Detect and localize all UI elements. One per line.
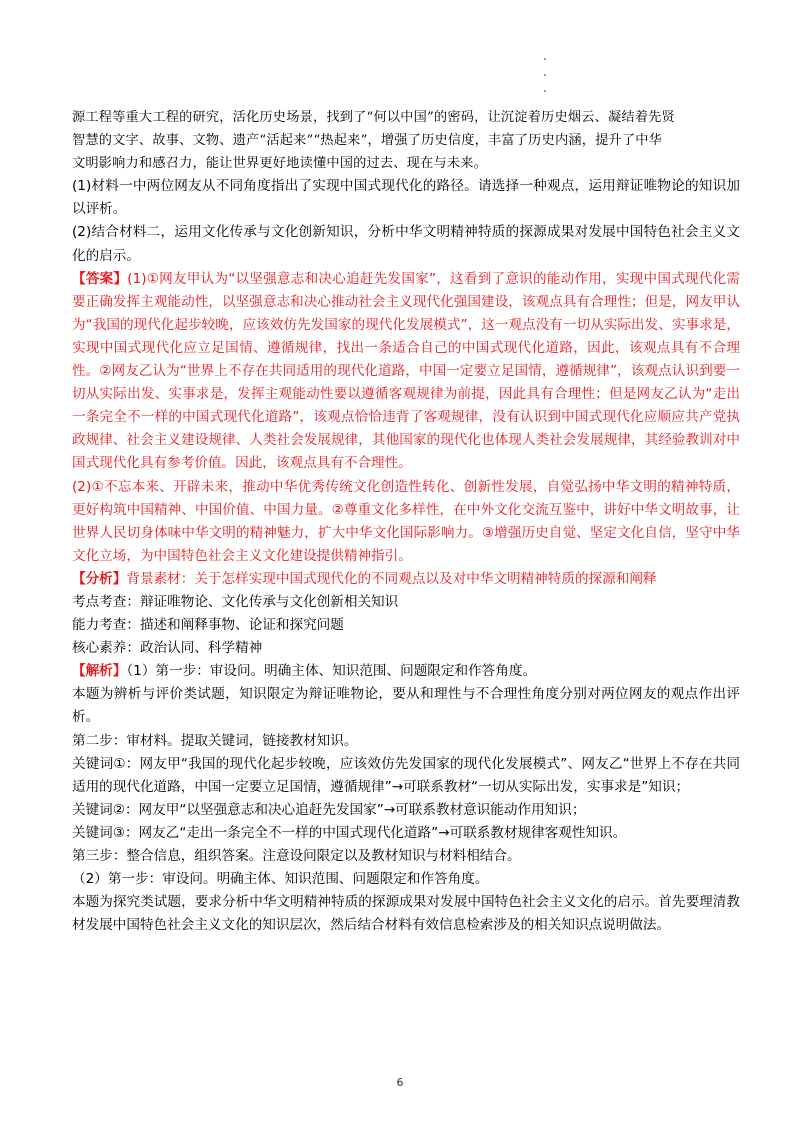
analysis-background — [72, 568, 740, 591]
answer-part-2: (2)①不忘本来、开辟未来，推动中华优秀传统文化创造性转化、创新性发展，自觉弘扬中华文明的精神特质，更好构筑中国精神、中国价值、中国力量。②尊重文化多样性，在中外文化交流互鉴中，讲好中华文明故事，让世界人民切身体味中华文明的精神魅力，扩大中华文化国际影响力。③增强历史自觉、坚定文化自信，坚守中华文化立场，为中国特色社会主义文化建设提供精神指引。 — [72, 478, 740, 564]
explanation-line-9: 本题为探究类试题，要求分析中华文明精神特质的探源成果对发展中国特色社会主义文化的启示。首先要理清教材发展中国特色社会主义文化的知识层次，然后结合材料有效信息检索涉及的相关知识点说明做法。 — [72, 894, 740, 934]
decorative-dots — [542, 58, 548, 106]
analysis-exam-points: 考点考查：辩证唯物论、文化传承与文化创新相关知识 — [72, 593, 399, 610]
material-line-2: 智慧的文字、故事、文物、遗产“活起来”“热起来”，增强了历史信度，丰富了历史内涵，提升了中华 — [72, 133, 663, 149]
material-line-3: 文明影响力和感召力，能让世界更好地读懂中国的过去、现在与未来。 — [72, 156, 488, 172]
question-1: (1)材料一中两位网友从不同角度指出了实现中国式现代化的路径。请选择一种观点，运用辩证唯物论的知识加以评析。 — [72, 178, 740, 218]
explanation-line-6: 关键词③：网友乙“走出一条完全不一样的中国式现代化道路”→可联系教材规律客观性知识。 — [72, 824, 627, 841]
explanation-line-2: 本题为辨析与评价类试题，知识限定为辩证唯物论，要从和理性与不合理性角度分别对两位网友的观点作出评析。 — [72, 686, 740, 726]
explanation-tag: 【解析】 — [72, 663, 127, 680]
material-line-1: 源工程等重大工程的研究，活化历史场景，找到了“何以中国”的密码，让沉淀着历史烟云、凝结着先贤 — [72, 110, 675, 125]
answer-tag: 【答案】 — [72, 270, 128, 287]
explanation-line-3: 第二步：审材料。提取关键词，链接教材知识。 — [72, 732, 358, 749]
explanation-line-7: 第三步：整合信息，组织答案。注意设问限定以及教材知识与材料相结合。 — [72, 848, 521, 864]
analysis-background-text: 背景素材：关于怎样实现中国式现代化的不同观点以及对中华文明精神特质的探源和阐释 — [126, 570, 657, 587]
analysis-ability: 能力考查：描述和阐释事物、论证和探究问题 — [72, 617, 344, 634]
page-content — [72, 106, 740, 937]
explanation-step-1 — [72, 660, 740, 683]
answer-part-1 — [72, 268, 740, 476]
explanation-line-4: 关键词①：网友甲“我国的现代化起步较晚，应该效仿先发国家的现代化发展模式”、网友乙“世界上不存在共同适用的现代化道路，中国一定要立足国情，遵循规律”→可联系教材“一切从实际出发，实事求是”知识； — [72, 755, 740, 795]
analysis-literacy: 核心素养：政治认同、科学精神 — [72, 640, 263, 657]
explanation-step-1-text: （1）第一步：审设问。明确主体、知识范围、问题限定和作答角度。 — [126, 663, 537, 680]
page-number: 6 — [396, 1076, 404, 1089]
analysis-tag: 【分析】 — [72, 570, 127, 587]
explanation-line-8: （2）第一步：审设问。明确主体、知识范围、问题限定和作答角度。 — [72, 871, 489, 888]
answer-part-1-text: (1)①网友甲认为“以坚强意志和决心追赶先发国家”，这看到了意识的能动作用，实现中国式现代化需要正确发挥主观能动性，以坚强意志和决心推动社会主义现代化强国建设，该观点具有合理性；但是，网友甲认为“我国的现代化起步较晚，应该效仿先发国家的现代化发展模式”，这一观点没有一切从实际出发、实事求是，实现中国式现代化应立足国情、遵循规律，找出一条适合自己的中国式现代化道路，因此，该观点具有不合理性。②网友乙认为“世界上不存在共同适用的现代化道路，中国一定要立足国情，遵循规律”，该观点认识到要一切从实际出发、实事求是，发挥主观能动性要以遵循客观规律为前提，因此具有合理性；但是网友乙认为“走出一条完全不一样的中国式现代化道路”，该观点恰恰违背了客观规律，没有认识到中国式现代化应顺应共产党执政规律、社会主义建设规律、人类社会发展规律，其他国家的现代化也体现人类社会发展规律，其经验教训对中国式现代化具有参考价值。因此，该观点具有不合理性。 — [72, 270, 741, 472]
explanation-line-5: 关键词②：网友甲“以坚强意志和决心追赶先发国家”→可联系教材意识能动作用知识； — [72, 801, 586, 818]
question-2: (2)结合材料二，运用文化传承与文化创新知识，分析中华文明精神特质的探源成果对发展中国特色社会主义文化的启示。 — [72, 224, 740, 264]
